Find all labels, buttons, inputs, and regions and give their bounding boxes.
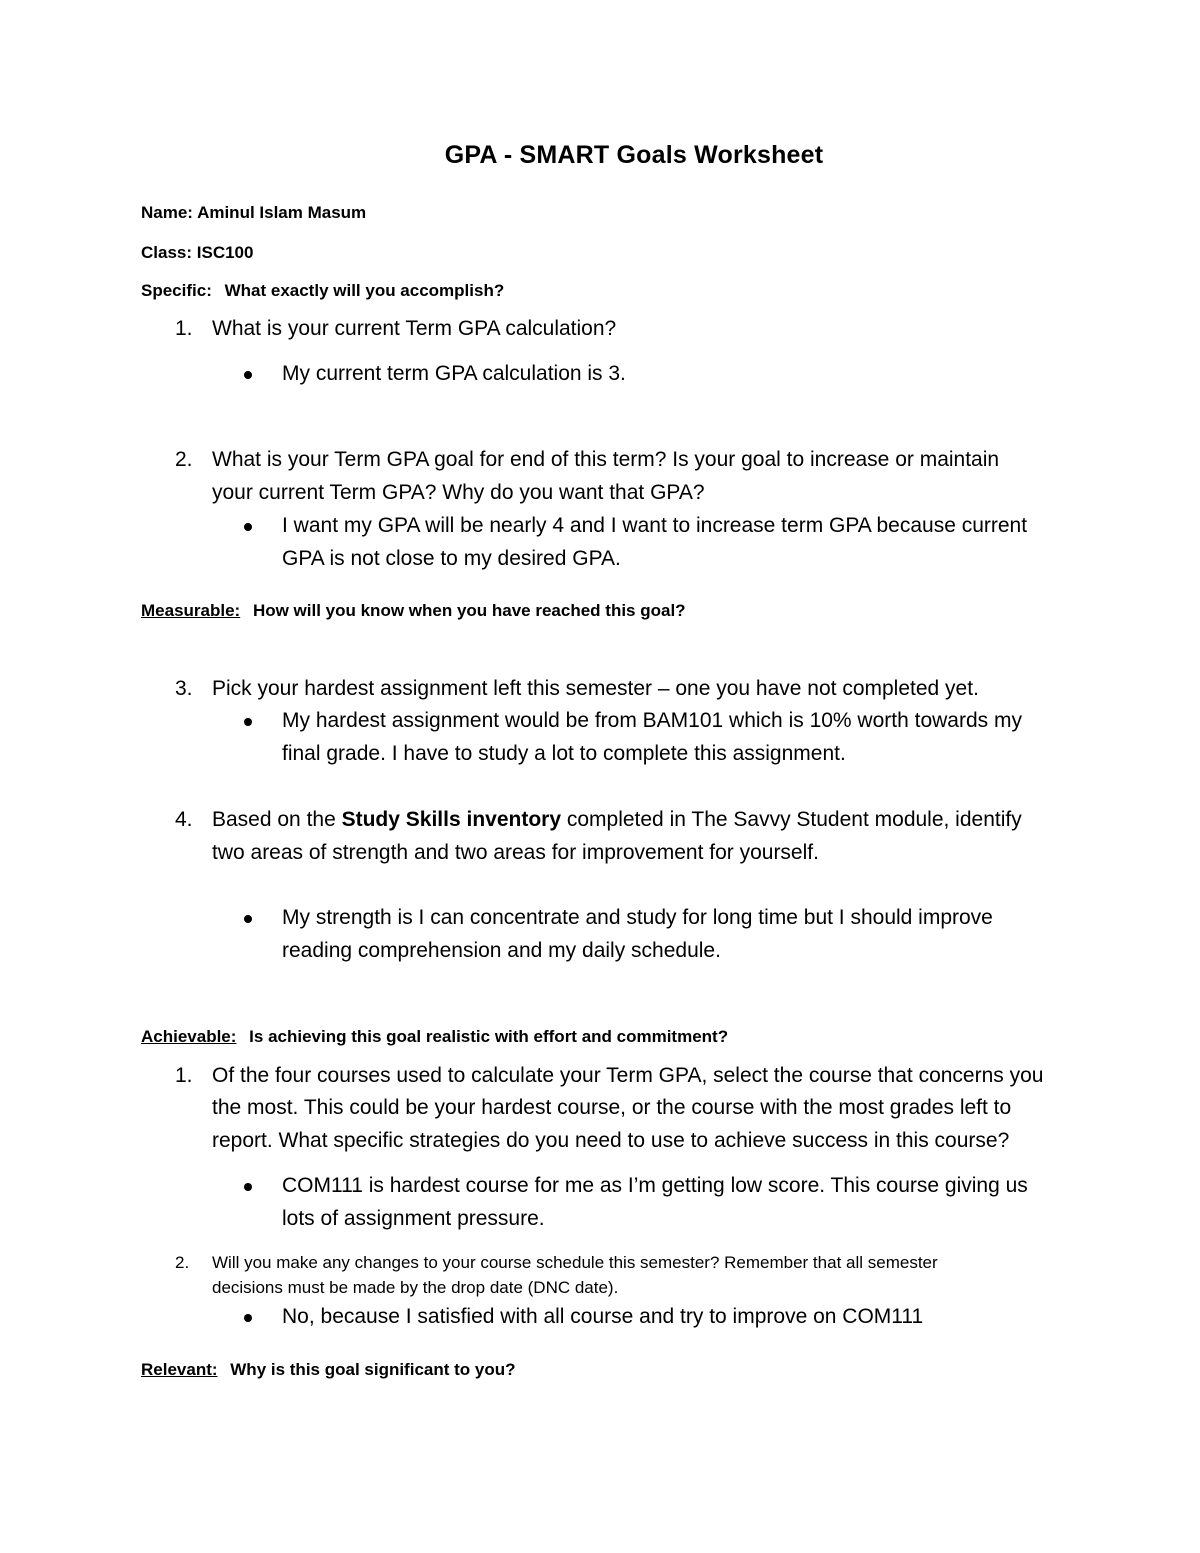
study-skills-inventory-bold: Study Skills inventory	[341, 808, 562, 831]
bullet-icon	[244, 1314, 252, 1322]
question-text-line-2: your current Term GPA? Why do you want that GPA?	[212, 481, 705, 504]
question-text-line-1	[212, 804, 1072, 836]
class-line	[141, 243, 253, 263]
page-title: GPA - SMART Goals Worksheet	[444, 141, 824, 169]
answer-text-line-1: COM111 is hardest course for me as I’m getting low score. This course giving us	[282, 1174, 1028, 1197]
question-number: 2.	[175, 448, 193, 471]
answer-text-line-2: final grade. I have to study a lot to complete this assignment.	[282, 742, 846, 765]
question-text-line-1: Of the four courses used to calculate your Term GPA, select the course that concerns you	[212, 1064, 1044, 1087]
answer-text-line-2: reading comprehension and my daily schedule.	[282, 939, 721, 962]
question-number: 3.	[175, 677, 193, 700]
answer-text-line-2: lots of assignment pressure.	[282, 1207, 545, 1230]
question-number: 4.	[175, 808, 193, 831]
question-text-line-1: Will you make any changes to your course schedule this semester? Remember that all semester	[212, 1253, 938, 1272]
answer-text-line-2: GPA is not close to my desired GPA.	[282, 547, 621, 570]
achievable-heading	[141, 1027, 728, 1047]
answer-text-line-1: I want my GPA will be nearly 4 and I want to increase term GPA because current	[282, 514, 1028, 537]
question-text-line-2: the most. This could be your hardest course, or the course with the most grades left to	[212, 1096, 1012, 1119]
question-text: What is your current Term GPA calculation?	[212, 317, 617, 340]
question-number: 1.	[175, 317, 193, 340]
question-text-line-3: report. What specific strategies do you need to use to achieve success in this course?	[212, 1129, 1010, 1152]
bullet-icon	[244, 1183, 252, 1191]
name-label: Name:	[141, 203, 193, 222]
answer-text: No, because I satisfied with all course and try to improve on COM111	[282, 1305, 924, 1328]
bullet-icon	[244, 915, 252, 923]
question-post: completed in The Savvy Student module, identify	[561, 808, 1022, 831]
answer-text: My current term GPA calculation is 3.	[282, 362, 626, 385]
question-number: 2.	[175, 1253, 190, 1272]
class-label: Class:	[141, 243, 193, 262]
relevant-label: Relevant:	[141, 1360, 218, 1379]
relevant-heading	[141, 1360, 516, 1380]
specific-label: Specific:	[141, 281, 212, 300]
question-number: 1.	[175, 1064, 193, 1087]
achievable-prompt: Is achieving this goal realistic with effort and commitment?	[249, 1027, 729, 1046]
specific-heading	[141, 281, 504, 301]
question-pre: Based on the	[212, 808, 342, 831]
question-text-line-2: two areas of strength and two areas for improvement for yourself.	[212, 841, 819, 864]
answer-text-line-1: My strength is I can concentrate and study for long time but I should improve	[282, 906, 993, 929]
relevant-prompt: Why is this goal significant to you?	[230, 1360, 516, 1379]
name-line	[141, 203, 366, 223]
bullet-icon	[244, 718, 252, 726]
measurable-label: Measurable:	[141, 601, 241, 620]
question-text-line-1: What is your Term GPA goal for end of this term? Is your goal to increase or maintain	[212, 448, 1000, 471]
question-text: Pick your hardest assignment left this semester – one you have not completed yet.	[212, 677, 979, 700]
question-text-line-2: decisions must be made by the drop date (DNC date).	[212, 1278, 619, 1297]
specific-prompt: What exactly will you accomplish?	[224, 281, 505, 300]
achievable-label: Achievable:	[141, 1027, 237, 1046]
class-value: ISC100	[196, 243, 254, 262]
bullet-icon	[244, 371, 252, 379]
bullet-icon	[244, 523, 252, 531]
name-value: Aminul Islam Masum	[197, 203, 367, 222]
measurable-heading	[141, 601, 686, 621]
answer-text-line-1: My hardest assignment would be from BAM101 which is 10% worth towards my	[282, 709, 1022, 732]
measurable-prompt: How will you know when you have reached this goal?	[252, 601, 686, 620]
